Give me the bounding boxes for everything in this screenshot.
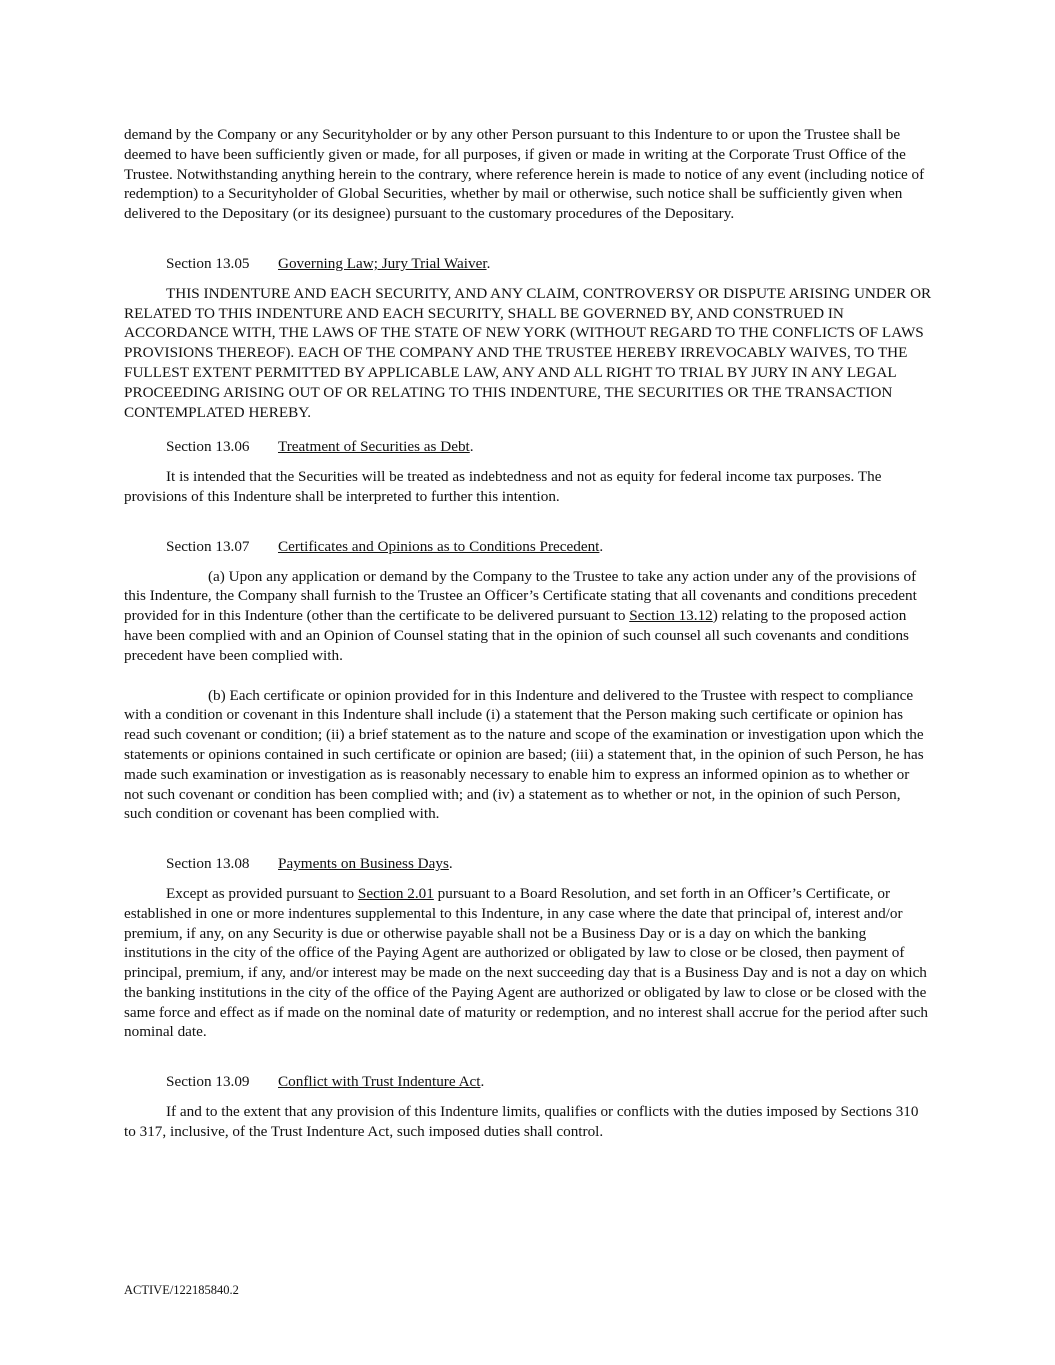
paragraph-13-07-b: (b) Each certificate or opinion provided for in this Indenture and delivered to the Trustee with respect to compliance with a condition or covenant in this Indenture shall include (i) a statement that the Person making such certificate or opinion has read such covenant or condition; (ii) a brief statement as to the nature and scope of the examination or investigation upon which the statements or opinions contained in such certificate or opinion are based; (iii) a statement that, in the opinion of such Person, he has made such examination or investigation as is reasonably necessary to enable him to express an informed opinion as to whether or not such covenant or condition has been complied with; and (iv) a statement as to whether or not, in the opinion of such Person, such condition or covenant has been complied with. (124, 686, 924, 823)
paragraph-intro: demand by the Company or any Securityholder or by any other Person pursuant to this Indenture to or upon the Trustee shall be deemed to have been sufficiently given or made, for all purposes, if given or made in writing at the Corporate Trust Office of the Trustee. Notwithstanding anything herein to the contrary, where reference herein is made to notice of any event (including notice of redemption) to a Securityholder of Global Securities, whether by mail or otherwise, such notice shall be sufficiently given when delivered to the Depositary (or its designee) pursuant to the customary procedures of the Depositary. (124, 126, 925, 223)
paragraph-13-06: It is intended that the Securities will be treated as indebtedness and not as equity for federal income tax purposes. The provisions of this Indenture shall be interpreted to further this intention. (124, 468, 882, 505)
section-title: Payments on Business Days (278, 855, 449, 873)
section-title: Governing Law; Jury Trial Waiver (278, 254, 487, 272)
section-13-06-heading: Section 13.06 Treatment of Securities as Debt. (166, 438, 474, 456)
section-2-01-reference: Section 2.01 (357, 884, 434, 902)
section-title: Conflict with Trust Indenture Act (278, 1073, 481, 1091)
section-13-12-reference: Section 13.12 (629, 607, 713, 625)
section-title: Treatment of Securities as Debt (278, 438, 470, 456)
section-13-08-heading: Section 13.08 Payments on Business Days. (166, 855, 453, 873)
text-run: (a) Upon any application or demand by the Company to the Trustee to take any action under any of the provisions of this Indenture, the Company shall furnish to the Trustee an Officer’s Certificate stating that all covenants and conditions precedent provided for in this Indenture (other than the certificate to be delivered pursuant to (124, 567, 917, 625)
section-number: Section 13.07 (166, 537, 250, 555)
section-number: Section 13.09 (166, 1073, 250, 1091)
section-title: Certificates and Opinions as to Conditions Precedent (278, 537, 600, 555)
section-number: Section 13.08 (166, 855, 250, 873)
section-number: Section 13.06 (166, 438, 250, 456)
paragraph-13-05: THIS INDENTURE AND EACH SECURITY, AND ANY CLAIM, CONTROVERSY OR DISPUTE ARISING UNDER OR RELATED TO THIS INDENTURE AND EACH SECURITY, SHALL BE GOVERNED BY, AND CONSTRUED IN ACCORDANCE WITH, THE LAWS OF THE STATE OF NEW YORK (WITHOUT REGARD TO THE CONFLICTS OF LAWS PROVISIONS THEREOF). EACH OF THE COMPANY AND THE TRUSTEE HEREBY IRREVOCABLY WAIVES, TO THE FULLEST EXTENT PERMITTED BY APPLICABLE LAW, ANY AND ALL RIGHT TO TRIAL BY JURY IN ANY LEGAL PROCEEDING ARISING OUT OF OR RELATING TO THIS INDENTURE, THE SECURITIES OR THE TRANSACTION CONTEMPLATED HEREBY. (124, 284, 932, 421)
section-13-05-heading: Section 13.05 Governing Law; Jury Trial Waiver. (166, 254, 491, 272)
paragraph-13-07-a (124, 567, 932, 666)
text-run: Except as provided pursuant to (166, 884, 358, 902)
section-13-07-heading: Section 13.07 Certificates and Opinions as to Conditions Precedent. (166, 537, 604, 555)
paragraph-13-09: If and to the extent that any provision of this Indenture limits, qualifies or conflicts with the duties imposed by Sections 310 to 317, inclusive, of the Trust Indenture Act, such imposed duties shall control. (124, 1103, 919, 1140)
section-number: Section 13.05 (166, 254, 250, 272)
document-body (124, 125, 932, 1142)
text-run: pursuant to a Board Resolution, and set forth in an Officer’s Certificate, or established in one or more indentures supplemental to this Indenture, in any case where the date that principal of, interest and/or premium, if any, on any Security is due or otherwise payable shall not be a Business Day or is a day on which the banking institutions in the city of the office of the Paying Agent are authorized or obligated by law to close or be closed, then payment of principal, premium, if any, and/or interest may be made on the next succeeding day that is a Business Day and is not a day on which the banking institutions in the city of the office of the Paying Agent are authorized or obligated by law to close or be closed with the same force and effect as if made on the nominal date of maturity or redemption, and no interest shall accrue for the period after such nominal date. (124, 884, 928, 1041)
footer-doc-id: ACTIVE/122185840.2 (124, 1283, 239, 1297)
text-run: ) relating to the proposed action have been complied with and an Opinion of Counsel stating that in the opinion of such counsel all such covenants and conditions precedent have been complied with. (124, 607, 909, 664)
paragraph-13-08 (124, 884, 932, 1042)
section-13-09-heading: Section 13.09 Conflict with Trust Indenture Act. (166, 1073, 485, 1091)
